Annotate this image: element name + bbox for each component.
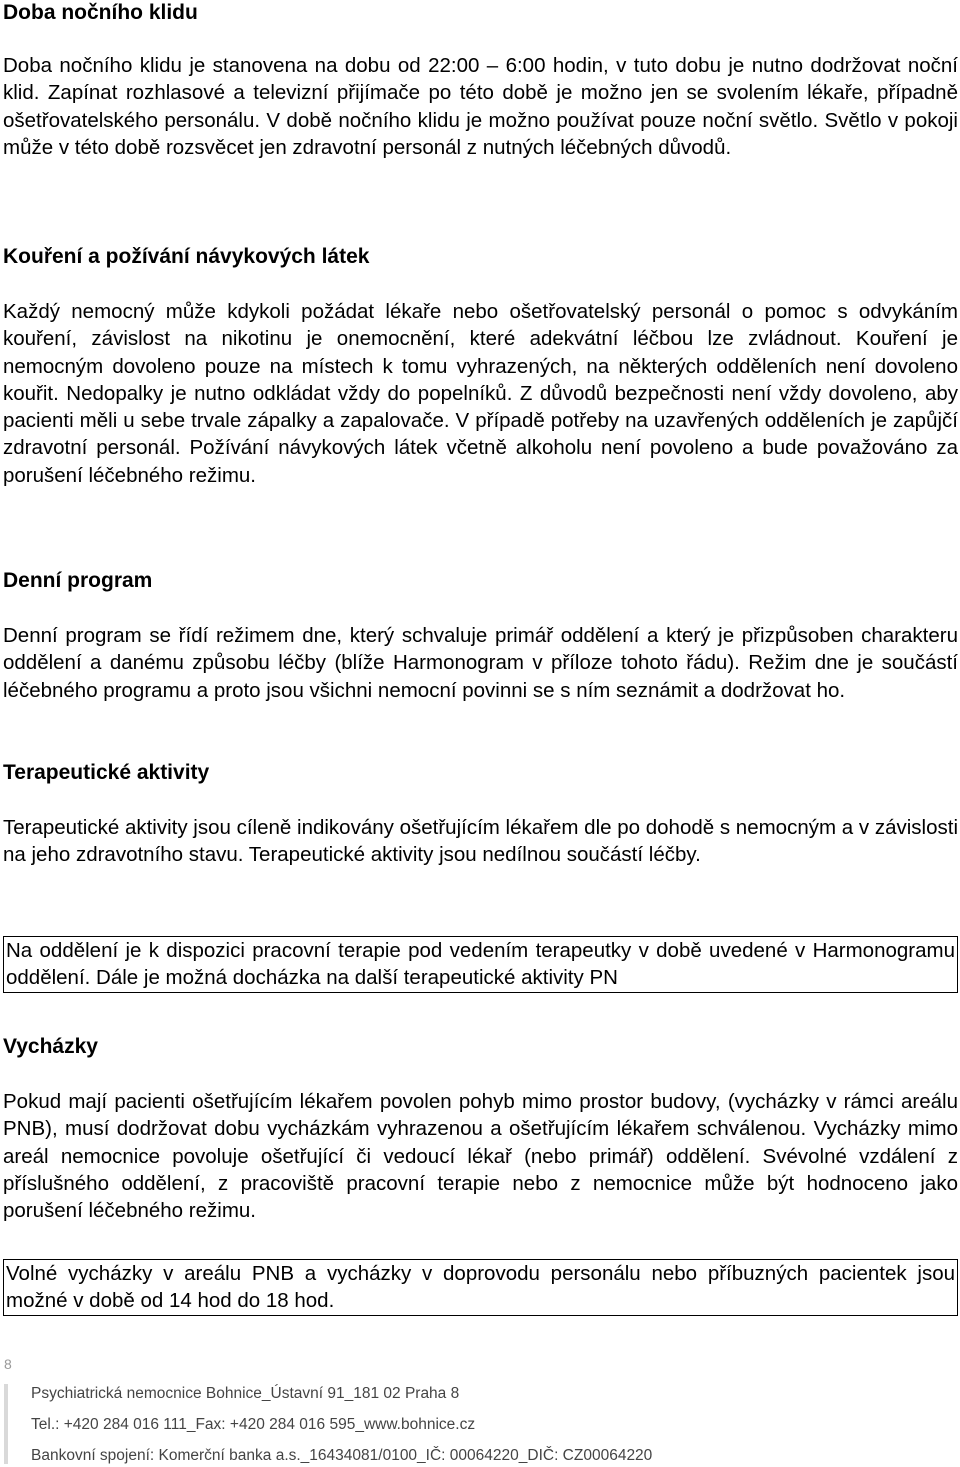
- footer-bank-details: Bankovní spojení: Komerční banka a.s._16434081/0100_IČ: 00064220_DIČ: CZ00064220: [31, 1447, 653, 1464]
- section-title-therapeutic-activities: Terapeutické aktivity: [3, 761, 210, 784]
- footer-divider-bar: [4, 1384, 8, 1464]
- page-number: 8: [4, 1356, 12, 1372]
- walks-boxed-note: Volné vycházky v areálu PNB a vycházky v doprovodu personálu nebo příbuzných pacientek jsou možné v době od 14 hod do 18 hod.: [3, 1259, 958, 1316]
- section-title-daily-program: Denní program: [3, 569, 153, 592]
- footer-contact: Tel.: +420 284 016 111_Fax: +420 284 016 595_www.bohnice.cz: [31, 1416, 476, 1433]
- walks-paragraph: Pokud mají pacienti ošetřujícím lékařem povolen pohyb mimo prostor budovy, (vycházky v rámci areálu PNB), musí dodržovat dobu vycházkám vyhrazenou a ošetřujícím lékařem schválenou. Vycházky mimo areál nemocnice povoluje ošetřující či vedoucí lékař (nebo primář) oddělení. Svévolné vzdálení z příslušného oddělení, z pracoviště pracovní terapie nebo z nemocnice může být hodnoceno jako porušení léčebného režimu.: [3, 1090, 958, 1223]
- therapeutic-activities-paragraph: Terapeutické aktivity jsou cíleně indikovány ošetřujícím lékařem dle po dohodě s nemocným a v závislosti na jeho zdravotního stavu. Terapeutické aktivity jsou nedílnou součástí léčby.: [3, 816, 958, 867]
- footer-address: Psychiatrická nemocnice Bohnice_Ústavní 91_181 02 Praha 8: [31, 1385, 460, 1402]
- night-rest-paragraph: Doba nočního klidu je stanovena na dobu od 22:00 – 6:00 hodin, v tuto dobu je nutno dodržovat noční klid. Zapínat rozhlasové a televizní přijímače po této době je možno jen se svolením lékaře, případně ošetřovatelského personálu. V době nočního klidu je možno používat pouze noční světlo. Světlo v pokoji může v této době rozsvěcet jen zdravotní personál z nutných léčebných důvodů.: [3, 54, 958, 159]
- section-title-smoking: Kouření a požívání návykových látek: [3, 245, 370, 268]
- therapeutic-activities-boxed-note: Na oddělení je k dispozici pracovní terapie pod vedením terapeutky v době uvedené v Harmonogramu oddělení. Dále je možná docházka na další terapeutické aktivity PN: [3, 936, 958, 993]
- smoking-paragraph: Každý nemocný může kdykoli požádat lékaře nebo ošetřovatelský personál o pomoc s odvykáním kouření, závislost na nikotinu je onemocnění, které adekvátní léčbou lze zvládnout. Kouření je nemocným dovoleno pouze na místech k tomu vyhrazených, na některých odděleních není dovoleno kouřit. Nedopalky je nutno odkládat vždy do popelníků. Z důvodů bezpečnosti není vždy dovoleno, aby pacienti měli u sebe trvale zápalky a zapalovače. V případě potřeby na uzavřených odděleních je zapůjčí zdravotní personál. Požívání návykových látek včetně alkoholu není povoleno a bude považováno za porušení léčebného režimu.: [3, 300, 958, 487]
- section-title-night-rest: Doba nočního klidu: [3, 1, 198, 24]
- section-title-walks: Vycházky: [3, 1035, 98, 1058]
- daily-program-paragraph: Denní program se řídí režimem dne, který schvaluje primář oddělení a který je přizpůsoben charakteru oddělení a danému způsobu léčby (blíže Harmonogram v příloze tohoto řádu). Režim dne je součástí léčebného programu a proto jsou všichni nemocní povinni se s ním seznámit a dodržovat ho.: [3, 624, 958, 702]
